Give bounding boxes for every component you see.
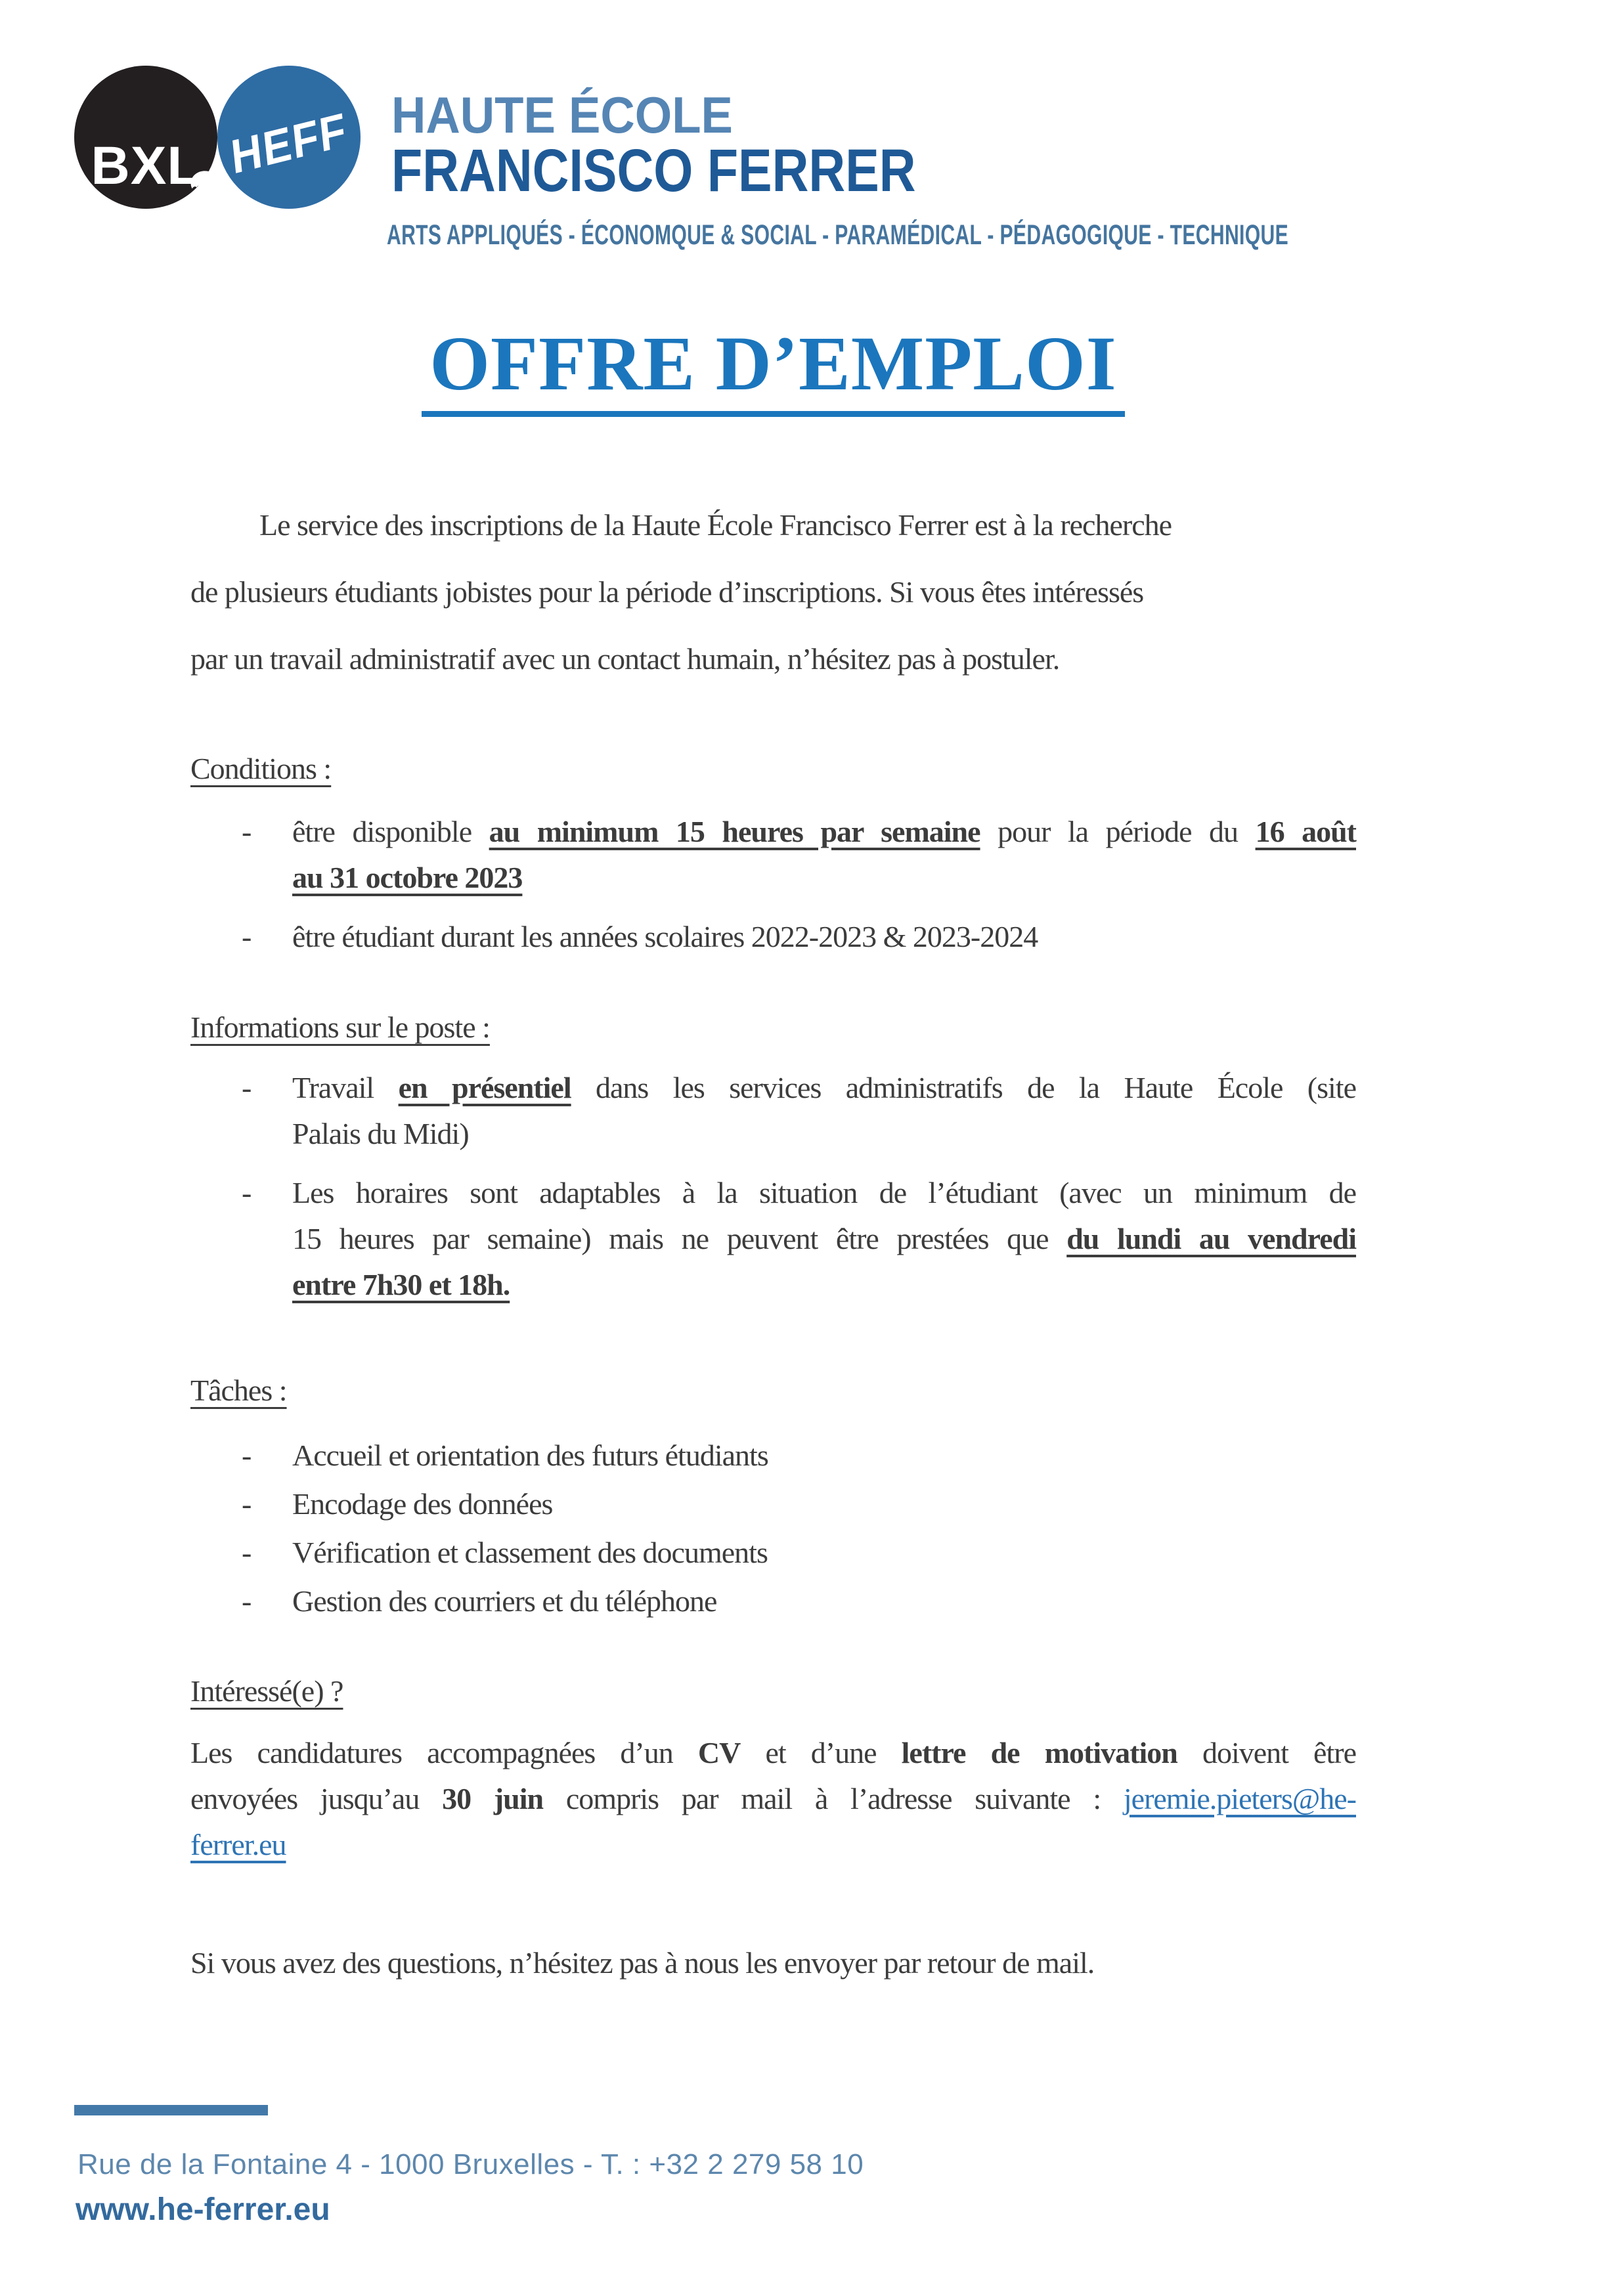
- bullet-dash: -: [242, 1536, 252, 1569]
- text-segment: et d’une: [740, 1736, 902, 1769]
- wordmark-line2: FRANCISCO FERRER: [391, 137, 916, 204]
- bullet-dash: -: [242, 815, 252, 848]
- text-line: [292, 1216, 1356, 1262]
- text-line: [292, 914, 1356, 960]
- list-item: [242, 1481, 1356, 1527]
- text-segment: lettre de motivation: [901, 1736, 1177, 1769]
- bullet-dash: -: [242, 1584, 252, 1618]
- list-item-text: [292, 1578, 1356, 1624]
- bullet-dash: -: [242, 1439, 252, 1472]
- text-line: [292, 1170, 1356, 1216]
- text-line: [190, 1776, 1356, 1822]
- list-item: [242, 1433, 1356, 1479]
- list-item-text: [292, 1170, 1356, 1308]
- text-line: [190, 1940, 1356, 1986]
- list-item-text: [292, 809, 1356, 901]
- application-paragraph: [190, 1730, 1356, 1868]
- text-line: [292, 855, 1356, 901]
- bullet-dash: -: [242, 1071, 252, 1104]
- wordmark-subtitle: ARTS APPLIQUÉS - ÉCONOMQUE & SOCIAL - PARAMÉDICAL - PÉDAGOGIQUE - TECHNIQUE: [387, 219, 1289, 251]
- heading-infos: Informations sur le poste :: [190, 1010, 490, 1044]
- text-segment: compris par mail à l’adresse suivante :: [543, 1782, 1124, 1815]
- text-segment: Travail: [292, 1071, 399, 1104]
- list-item-text: [292, 1530, 1356, 1576]
- list-item: [242, 1578, 1356, 1624]
- text-segment: envoyées jusqu’au: [190, 1782, 443, 1815]
- text-segment: 16 août: [1255, 815, 1356, 848]
- wordmark-line1: HAUTE ÉCOLE: [391, 86, 733, 144]
- text-segment: en présentiel: [398, 1071, 571, 1104]
- footer-accent-bar: [74, 2105, 268, 2115]
- email-link-continued[interactable]: ferrer.eu: [190, 1828, 286, 1861]
- heff-label-wrap: [217, 72, 361, 215]
- text-line: [292, 1530, 1356, 1576]
- list-item: [242, 1530, 1356, 1576]
- text-line: [292, 1111, 1356, 1157]
- bullet-dash: -: [242, 1487, 252, 1521]
- text-segment: 30 juin: [442, 1782, 544, 1815]
- text-line: [190, 492, 1356, 559]
- taches-list: [242, 1433, 1356, 1624]
- email-link[interactable]: jeremie.pieters@he-: [1123, 1782, 1356, 1815]
- text-segment: être disponible: [292, 815, 489, 848]
- text-segment: CV: [697, 1736, 741, 1769]
- list-item-text: [292, 1481, 1356, 1527]
- text-line: [190, 1730, 1356, 1776]
- text-segment: pour la période du: [980, 815, 1256, 848]
- list-item-text: [292, 1433, 1356, 1479]
- intro-paragraph: [190, 492, 1356, 693]
- footer-address: Rue de la Fontaine 4 - 1000 Bruxelles - T. : +32 2 279 58 10: [77, 2148, 864, 2180]
- text-line: [292, 1481, 1356, 1527]
- list-item: [242, 914, 1356, 960]
- text-segment: être étudiant durant les années scolaires 2022-2023 & 2023-2024: [292, 920, 1038, 953]
- text-line: [190, 626, 1356, 693]
- text-segment: entre 7h30 et 18h.: [292, 1268, 510, 1301]
- list-item-text: [292, 1065, 1356, 1157]
- list-item: [242, 809, 1356, 901]
- closing-paragraph: [190, 1940, 1356, 1986]
- text-segment: Si vous avez des questions, n’hésitez pas à nous les envoyer par retour de mail.: [190, 1946, 1095, 1980]
- text-segment: Encodage des données: [292, 1487, 553, 1521]
- text-line: [292, 1578, 1356, 1624]
- page-title: OFFRE D’EMPLOI: [422, 323, 1124, 417]
- text-segment: du lundi au vendredi: [1066, 1222, 1356, 1255]
- bullet-dash: -: [242, 1176, 252, 1209]
- text-segment: par un travail administratif avec un contact humain, n’hésitez pas à postuler.: [190, 642, 1060, 676]
- text-line: [292, 1433, 1356, 1479]
- text-line: [292, 1065, 1356, 1111]
- bullet-dash: -: [242, 920, 252, 953]
- text-line: [190, 1822, 1356, 1868]
- text-line: [292, 809, 1356, 855]
- text-segment: au minimum 15 heures par semaine: [489, 815, 980, 848]
- page-title-wrap: [190, 320, 1356, 417]
- list-item-text: [292, 914, 1356, 960]
- text-segment: au 31 octobre 2023: [292, 861, 523, 894]
- text-segment: Les candidatures accompagnées d’un: [190, 1736, 698, 1769]
- text-line: [190, 559, 1356, 626]
- text-line: [292, 1262, 1356, 1308]
- list-item: [242, 1170, 1356, 1308]
- text-segment: Vérification et classement des documents: [292, 1536, 768, 1569]
- bxl-label: BXL: [91, 136, 201, 196]
- heff-label: HEFF: [229, 103, 349, 184]
- heading-taches: Tâches :: [190, 1374, 287, 1407]
- heading-interesse: Intéressé(e) ?: [190, 1674, 343, 1708]
- list-item: [242, 1065, 1356, 1157]
- text-segment: Gestion des courriers et du téléphone: [292, 1584, 717, 1618]
- conditions-list: [242, 809, 1356, 960]
- text-segment: Les horaires sont adaptables à la situation de l’étudiant (avec un minimum de: [292, 1176, 1356, 1209]
- text-segment: Le service des inscriptions de la Haute École Francisco Ferrer est à la recherche: [259, 508, 1172, 542]
- infos-list: [242, 1065, 1356, 1308]
- text-segment: dans les services administratifs de la Haute École (site: [571, 1071, 1356, 1104]
- text-segment: doivent être: [1177, 1736, 1356, 1769]
- heading-conditions: Conditions :: [190, 752, 332, 785]
- text-segment: de plusieurs étudiants jobistes pour la période d’inscriptions. Si vous êtes intéressés: [190, 575, 1144, 609]
- text-segment: 15 heures par semaine) mais ne peuvent être prestées que: [292, 1222, 1067, 1255]
- footer-website-link[interactable]: www.he-ferrer.eu: [76, 2192, 330, 2227]
- text-segment: Accueil et orientation des futurs étudiants: [292, 1439, 768, 1472]
- text-segment: Palais du Midi): [292, 1117, 469, 1150]
